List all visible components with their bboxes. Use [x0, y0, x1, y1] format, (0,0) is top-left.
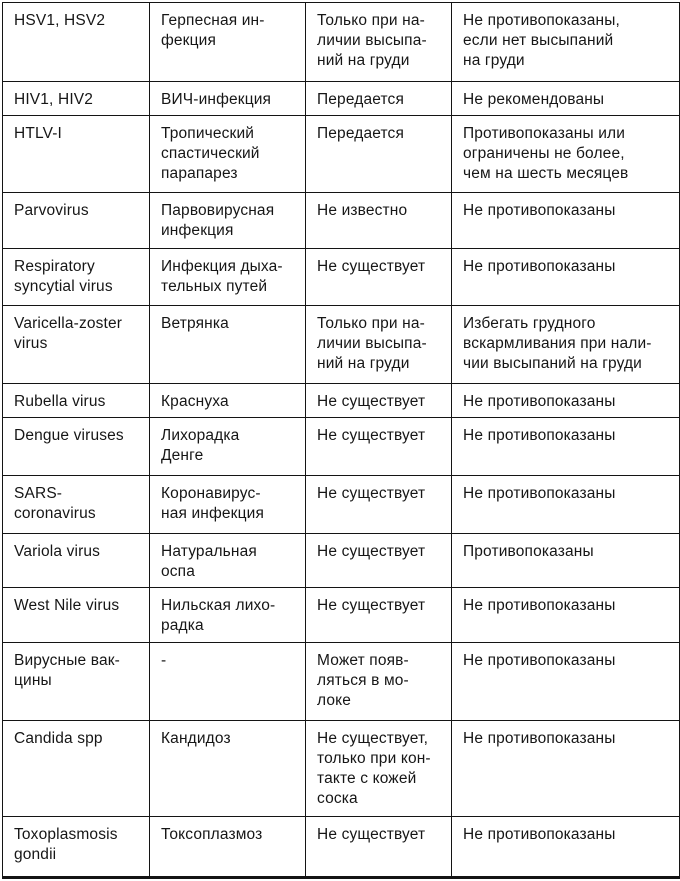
table-cell-recommendation: Не рекомендованы — [452, 82, 680, 116]
table-cell-disease: Токсоплазмоз — [150, 817, 306, 878]
virus-table — [2, 2, 680, 879]
table-cell-recommendation: Не противопоказаны — [452, 384, 680, 418]
table-cell-pathogen: Dengue viruses — [3, 418, 150, 476]
table-cell-transmission: Не существует — [306, 534, 452, 588]
table-cell-disease: Натуральная оспа — [150, 534, 306, 588]
table-cell-recommendation: Не противопоказаны — [452, 418, 680, 476]
table-cell-transmission: Передается — [306, 116, 452, 193]
table-cell-pathogen: West Nile virus — [3, 588, 150, 643]
table-cell-pathogen: SARS- coronavirus — [3, 476, 150, 534]
book-page — [0, 2, 680, 881]
table-cell-recommendation: Не противопоказаны — [452, 721, 680, 817]
table-cell-transmission: Не существует — [306, 817, 452, 878]
table-cell-transmission: Только при на- личии высыпа- ний на груди — [306, 306, 452, 384]
table-cell-pathogen: HIV1, HIV2 — [3, 82, 150, 116]
table-cell-disease: Ветрянка — [150, 306, 306, 384]
table-row — [3, 817, 680, 878]
table-cell-disease: Парвовирусная инфекция — [150, 193, 306, 249]
table-cell-disease: Краснуха — [150, 384, 306, 418]
table-cell-transmission: Не существует — [306, 476, 452, 534]
table-row — [3, 534, 680, 588]
table-cell-transmission: Не существует — [306, 588, 452, 643]
table-cell-transmission: Не существует — [306, 418, 452, 476]
table-cell-recommendation: Не противопоказаны — [452, 817, 680, 878]
table-cell-disease: Герпесная ин- фекция — [150, 3, 306, 82]
table-cell-disease: Кандидоз — [150, 721, 306, 817]
table-cell-pathogen: HSV1, HSV2 — [3, 3, 150, 82]
table-cell-disease: Инфекция дыха- тельных путей — [150, 249, 306, 306]
table-row — [3, 721, 680, 817]
table-row — [3, 384, 680, 418]
table-cell-pathogen: Variola virus — [3, 534, 150, 588]
table-cell-disease: ВИЧ-инфекция — [150, 82, 306, 116]
table-row — [3, 476, 680, 534]
table-cell-transmission: Не существует — [306, 249, 452, 306]
table-cell-disease: Коронавирус- ная инфекция — [150, 476, 306, 534]
table-cell-disease: Тропический спастический парапарез — [150, 116, 306, 193]
table-cell-pathogen: Varicella-zoster virus — [3, 306, 150, 384]
table-row — [3, 418, 680, 476]
table-cell-transmission: Не существует — [306, 384, 452, 418]
table-cell-recommendation: Противопоказаны — [452, 534, 680, 588]
table-cell-transmission: Не существует, только при кон- такте с кожей соска — [306, 721, 452, 817]
table-cell-recommendation: Не противопоказаны — [452, 643, 680, 721]
table-cell-disease: - — [150, 643, 306, 721]
table-cell-transmission: Только при на- личии высыпа- ний на груди — [306, 3, 452, 82]
table-row — [3, 306, 680, 384]
table-cell-pathogen: HTLV-I — [3, 116, 150, 193]
table-cell-disease: Лихорадка Денге — [150, 418, 306, 476]
table-cell-pathogen: Toxoplasmosis gondii — [3, 817, 150, 878]
table-cell-recommendation: Противопоказаны или ограничены не более, чем на шесть месяцев — [452, 116, 680, 193]
table-cell-transmission: Может появ- ляться в мо- локе — [306, 643, 452, 721]
table-cell-recommendation: Не противопоказаны — [452, 249, 680, 306]
table-cell-pathogen: Candida spp — [3, 721, 150, 817]
table-cell-pathogen: Rubella virus — [3, 384, 150, 418]
table-cell-pathogen: Parvovirus — [3, 193, 150, 249]
table-cell-transmission: Передается — [306, 82, 452, 116]
table-cell-pathogen: Respiratory syncytial virus — [3, 249, 150, 306]
table-cell-transmission: Не известно — [306, 193, 452, 249]
table-body — [3, 3, 680, 878]
table-cell-recommendation: Не противопоказаны — [452, 588, 680, 643]
table-row — [3, 116, 680, 193]
table-cell-pathogen: Вирусные вак- цины — [3, 643, 150, 721]
table-cell-recommendation: Не противопоказаны — [452, 476, 680, 534]
table-row — [3, 588, 680, 643]
table-cell-recommendation: Не противопоказаны, если нет высыпаний на груди — [452, 3, 680, 82]
table-row — [3, 249, 680, 306]
table-row — [3, 3, 680, 82]
table-row — [3, 193, 680, 249]
table-cell-recommendation: Избегать грудного вскармливания при нали- чии высыпаний на груди — [452, 306, 680, 384]
table-row — [3, 643, 680, 721]
table-cell-recommendation: Не противопоказаны — [452, 193, 680, 249]
table-row — [3, 82, 680, 116]
table-cell-disease: Нильская лихо- радка — [150, 588, 306, 643]
